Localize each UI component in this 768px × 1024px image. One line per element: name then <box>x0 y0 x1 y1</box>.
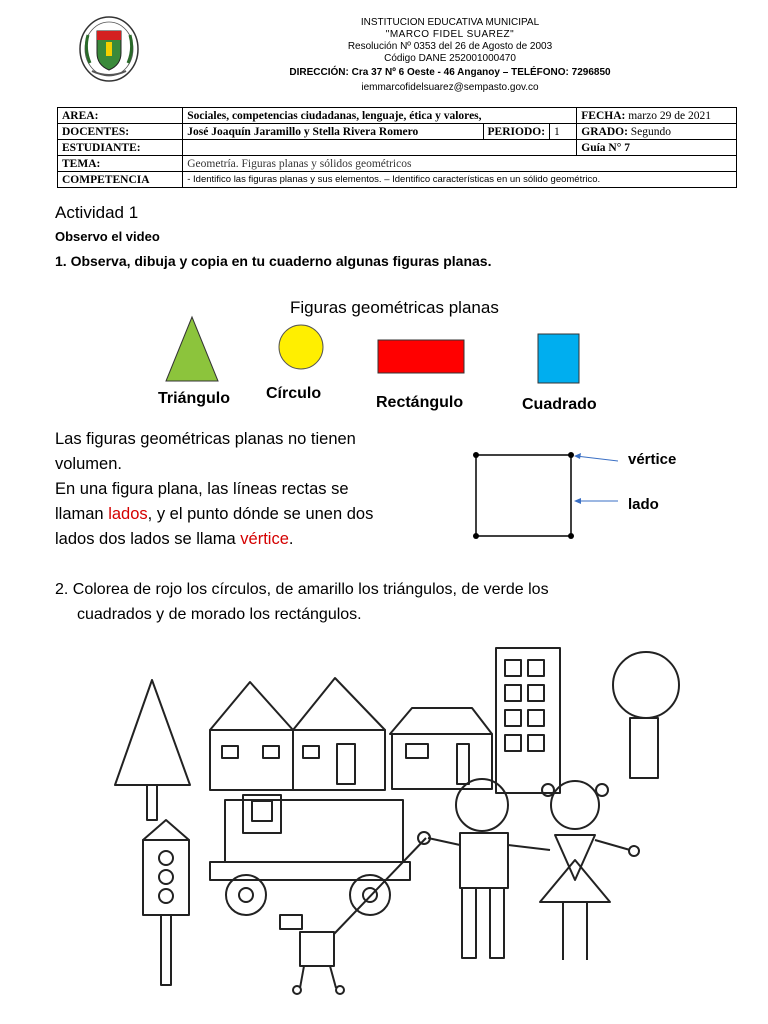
boy-head-circle[interactable] <box>456 779 508 831</box>
school-name: "MARCO FIDEL SUAREZ" <box>385 29 515 40</box>
grado-cell <box>577 124 737 140</box>
small-house-door-rect[interactable] <box>457 744 469 784</box>
house-window-square[interactable] <box>303 746 319 758</box>
periodo-value: 1 <box>550 124 577 140</box>
truck-wheel-circle[interactable] <box>239 888 253 902</box>
coloring-drawing[interactable] <box>100 640 720 1000</box>
explanation-line: volumen. <box>55 455 122 473</box>
dane-code: Código DANE 252001000470 <box>384 53 516 64</box>
boy-leg-rect[interactable] <box>462 888 476 958</box>
fecha-label: FECHA: <box>581 109 626 122</box>
label-rectangulo: Rectángulo <box>376 394 464 411</box>
vertex-dot <box>568 533 574 539</box>
table-row <box>58 108 737 124</box>
label-cuadrado: Cuadrado <box>522 396 597 413</box>
label-circulo: Círculo <box>266 385 322 402</box>
building-window-square[interactable] <box>528 685 544 701</box>
grado-value: Segundo <box>627 125 672 138</box>
vertex-dot <box>473 533 479 539</box>
explanation-paragraph <box>55 427 455 552</box>
grado-label: GRADO: <box>581 125 628 138</box>
building-window-square[interactable] <box>505 660 521 676</box>
traffic-light-circle[interactable] <box>159 870 173 884</box>
traffic-light-top-triangle[interactable] <box>143 820 189 840</box>
rectangle-shape <box>378 340 464 373</box>
explanation-line: Las figuras geométricas planas no tienen <box>55 430 356 448</box>
info-table <box>57 107 737 188</box>
figures-title: Figuras geométricas planas <box>290 298 499 317</box>
docentes-label: DOCENTES: <box>58 124 183 140</box>
competencia-value: - Identifico las figuras planas y sus elementos. – Identifico características en un sólido geométrico. <box>183 172 737 188</box>
diagram-square <box>476 455 571 536</box>
instruction-2 <box>55 577 695 627</box>
instruction-1: 1. Observa, dibuja y copia en tu cuaderno algunas figuras planas. <box>55 253 492 269</box>
house-door-rect[interactable] <box>337 744 355 784</box>
house-window-square[interactable] <box>263 746 279 758</box>
table-row <box>58 172 737 188</box>
activity-title: Actividad 1 <box>55 203 139 222</box>
lados-term: lados <box>108 505 148 523</box>
activity-subtitle: Observo el video <box>55 229 160 244</box>
boy-body-square[interactable] <box>460 833 508 888</box>
girl-body-triangle[interactable] <box>555 835 595 880</box>
building-window-square[interactable] <box>528 710 544 726</box>
guia-number: Guía N° 7 <box>577 140 737 156</box>
institution-name: INSTITUCION EDUCATIVA MUNICIPAL <box>360 17 540 28</box>
tree-trunk-rect[interactable] <box>147 785 157 820</box>
house-window-square[interactable] <box>222 746 238 758</box>
table-row <box>58 140 737 156</box>
tree-triangle[interactable] <box>115 680 190 785</box>
round-tree-trunk-rect[interactable] <box>630 718 658 778</box>
area-value: Sociales, competencias ciudadanas, lenguaje, ética y valores, <box>183 108 577 124</box>
truck-window-square[interactable] <box>252 801 272 821</box>
small-house-roof[interactable] <box>390 708 492 734</box>
plane-figures <box>160 315 610 390</box>
small-house-window-square[interactable] <box>406 744 428 758</box>
address-text: DIRECCIÓN: Cra 37 Nº 6 Oeste - 46 Anganoy – TELÉFONO: 7296850 <box>289 67 611 78</box>
square-shape <box>538 334 579 383</box>
docentes-value: José Joaquín Jaramillo y Stella Rivera Romero <box>183 124 483 140</box>
small-house-body-rect[interactable] <box>392 734 492 789</box>
traffic-light-circle[interactable] <box>159 889 173 903</box>
triangle-shape <box>166 317 218 381</box>
building-window-square[interactable] <box>528 735 544 751</box>
periodo-label: PERIODO: <box>483 124 550 140</box>
table-row <box>58 124 737 140</box>
dog-leash <box>334 838 426 934</box>
building-window-square[interactable] <box>505 685 521 701</box>
estudiante-field[interactable] <box>183 140 577 156</box>
dog-head-rect[interactable] <box>280 915 302 929</box>
explanation-line: lados dos lados se llama vértice. <box>55 530 294 548</box>
vertex-label: vértice <box>628 451 677 468</box>
table-row <box>58 156 737 172</box>
school-crest-logo <box>78 15 140 83</box>
vertex-dot <box>473 452 479 458</box>
fecha-cell <box>577 108 737 124</box>
square-vertex-diagram <box>468 448 618 544</box>
estudiante-label: ESTUDIANTE: <box>58 140 183 156</box>
vertex-dot <box>568 452 574 458</box>
traffic-light-circle[interactable] <box>159 851 173 865</box>
fecha-value: marzo 29 de 2021 <box>625 109 711 122</box>
house-roof-triangle[interactable] <box>293 678 385 730</box>
side-label: lado <box>628 496 659 513</box>
traffic-light-pole-rect[interactable] <box>161 915 171 985</box>
house-roof-triangle[interactable] <box>210 682 293 730</box>
house-body-rect[interactable] <box>210 730 385 790</box>
email-text: iemmarcofidelsuarez@sempasto.gov.co <box>361 82 539 93</box>
building-window-square[interactable] <box>505 735 521 751</box>
area-label: AREA: <box>58 108 183 124</box>
boy-leg-rect[interactable] <box>490 888 504 958</box>
building-window-square[interactable] <box>505 710 521 726</box>
instruction-2-line: cuadrados y de morado los rectángulos. <box>77 606 362 623</box>
vertex-arrow <box>576 456 618 461</box>
vertice-term: vértice <box>240 530 289 548</box>
dog-body-square[interactable] <box>300 932 334 966</box>
competencia-label: COMPETENCIA <box>58 172 183 188</box>
label-triangulo: Triángulo <box>158 390 230 407</box>
instruction-2-line: 2. Colorea de rojo los círculos, de amarillo los triángulos, de verde los <box>55 581 549 598</box>
circle-shape <box>279 325 323 369</box>
girl-head-circle[interactable] <box>551 781 599 829</box>
tema-label: TEMA: <box>58 156 183 172</box>
building-window-square[interactable] <box>528 660 544 676</box>
resolution-text: Resolución Nº 0353 del 26 de Agosto de 2003 <box>347 41 553 52</box>
explanation-line: llaman lados, y el punto dónde se unen dos <box>55 505 374 523</box>
tema-value: Geometría. Figuras planas y sólidos geométricos <box>183 156 737 172</box>
explanation-line: En una figura plana, las líneas rectas se <box>55 480 349 498</box>
round-tree-circle[interactable] <box>613 652 679 718</box>
